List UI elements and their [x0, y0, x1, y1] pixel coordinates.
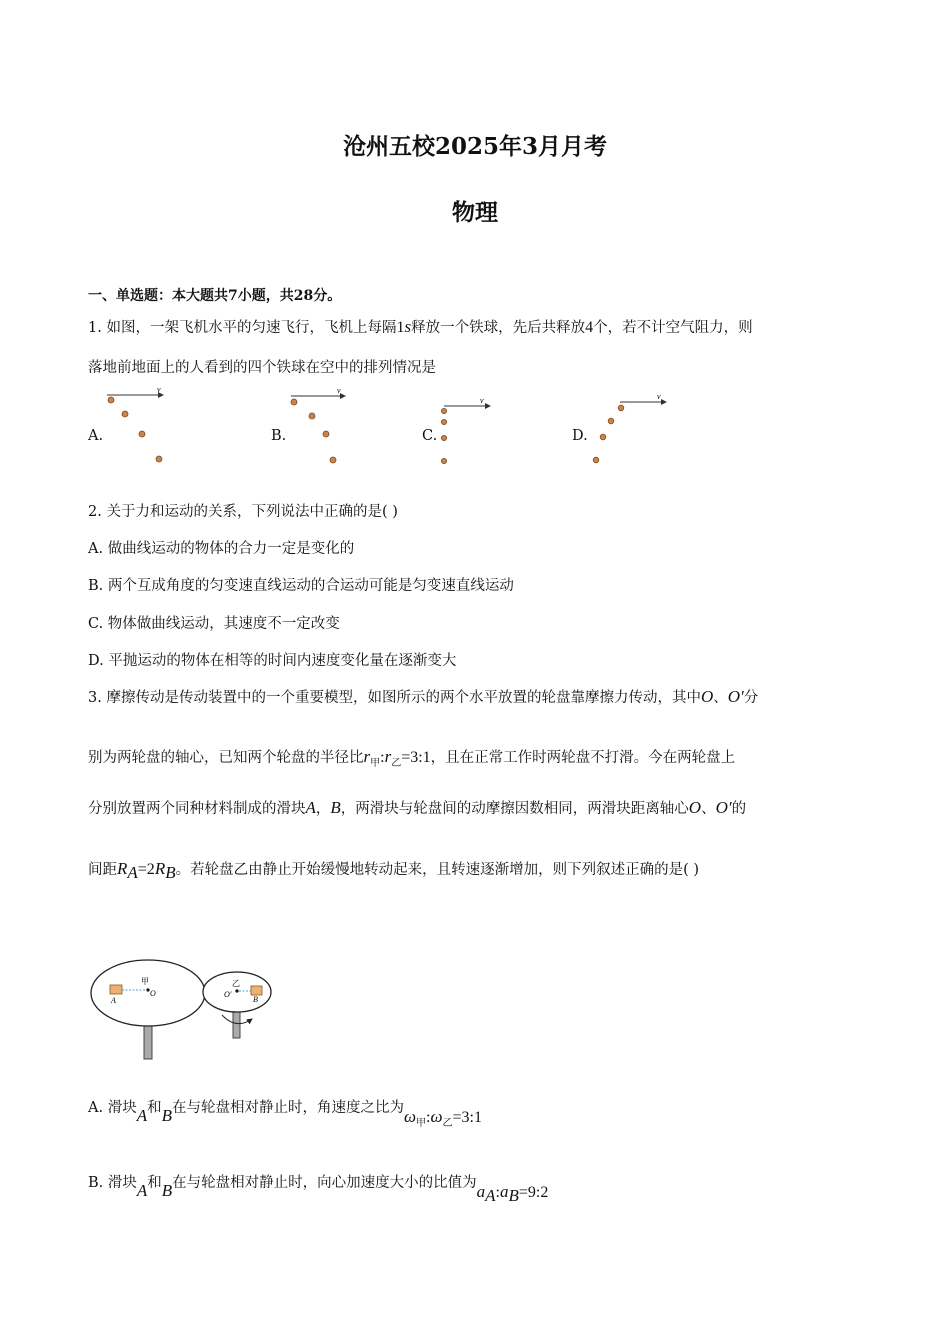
- question-1-line-2: 落地前地面上的人看到的四个铁球在空中的排列情况是: [88, 360, 436, 376]
- question-3-line-1: 3. 摩擦传动是传动装置中的一个重要模型，如图所示的两个水平放置的轮盘靠摩擦力传动，其中O、O′分: [88, 687, 759, 706]
- block-a: [110, 985, 122, 994]
- q1-option-c-label: C.: [422, 428, 438, 444]
- q3-option-b: B. 滑块A和B在与轮盘相对静止时，向心加速度大小的比值为$a_A:a_B=9:2$: [88, 1175, 549, 1205]
- q1-option-b-label: B.: [271, 428, 287, 444]
- label-o-prime: O′: [224, 990, 232, 999]
- label-yi: 乙: [232, 979, 240, 988]
- q1-option-a-label: A.: [88, 428, 104, 444]
- label-a: A: [111, 996, 116, 1005]
- q1-option-d-label: D.: [572, 428, 588, 444]
- shaft-jia: [144, 1022, 152, 1059]
- subject-title: 物理: [452, 199, 498, 226]
- velocity-label: v: [480, 396, 484, 405]
- q3-option-a: A. 滑块A和B在与轮盘相对静止时，角速度之比为$\omega_甲:\omega_乙=3:1$: [88, 1100, 482, 1129]
- disk-jia: [91, 960, 205, 1026]
- axis-o-prime: [235, 989, 238, 992]
- section-heading: 一、单选题：本大题共7小题，共28分。: [88, 288, 342, 304]
- q2-option-b: B. 两个互成角度的匀变速直线运动的合运动可能是匀变速直线运动: [88, 578, 514, 594]
- label-jia: 甲: [141, 977, 149, 986]
- exam-title: 沧州五校2025年3月月考: [342, 133, 608, 160]
- question-1-line-1: 1. 如图，一架飞机水平的匀速飞行，飞机上每隔1s释放一个铁球，先后共释放4个，若不计空气阻力，则: [88, 317, 753, 336]
- q2-option-d: D. 平抛运动的物体在相等的时间内速度变化量在逐渐变大: [88, 653, 457, 669]
- q2-option-c: C. 物体做曲线运动，其速度不一定改变: [88, 616, 340, 632]
- block-b: [251, 986, 262, 995]
- question-3-line-2: 别为两轮盘的轴心，已知两个轮盘的半径比$r_甲:r_乙=3:1$，且在正常工作时两轮盘不打滑。今在两轮盘上: [88, 747, 736, 769]
- velocity-label: v: [657, 392, 661, 401]
- question-2-stem: 2. 关于力和运动的关系，下列说法中正确的是( ): [88, 504, 398, 520]
- question-3-line-4: 间距$R_A=2R_B$。若轮盘乙由静止开始缓慢地转动起来，且转速逐渐增加，则下列叙述正确的是( ): [88, 859, 700, 882]
- label-o: O: [150, 989, 156, 998]
- question-3-line-3: 分别放置两个同种材料制成的滑块A，B，两滑块与轮盘间的动摩擦因数相同，两滑块距离轴心O、O′的: [88, 798, 747, 817]
- velocity-label: v: [337, 386, 341, 395]
- label-b: B: [253, 995, 258, 1004]
- q2-option-a: A. 做曲线运动的物体的合力一定是变化的: [88, 541, 355, 557]
- velocity-label: v: [157, 385, 161, 394]
